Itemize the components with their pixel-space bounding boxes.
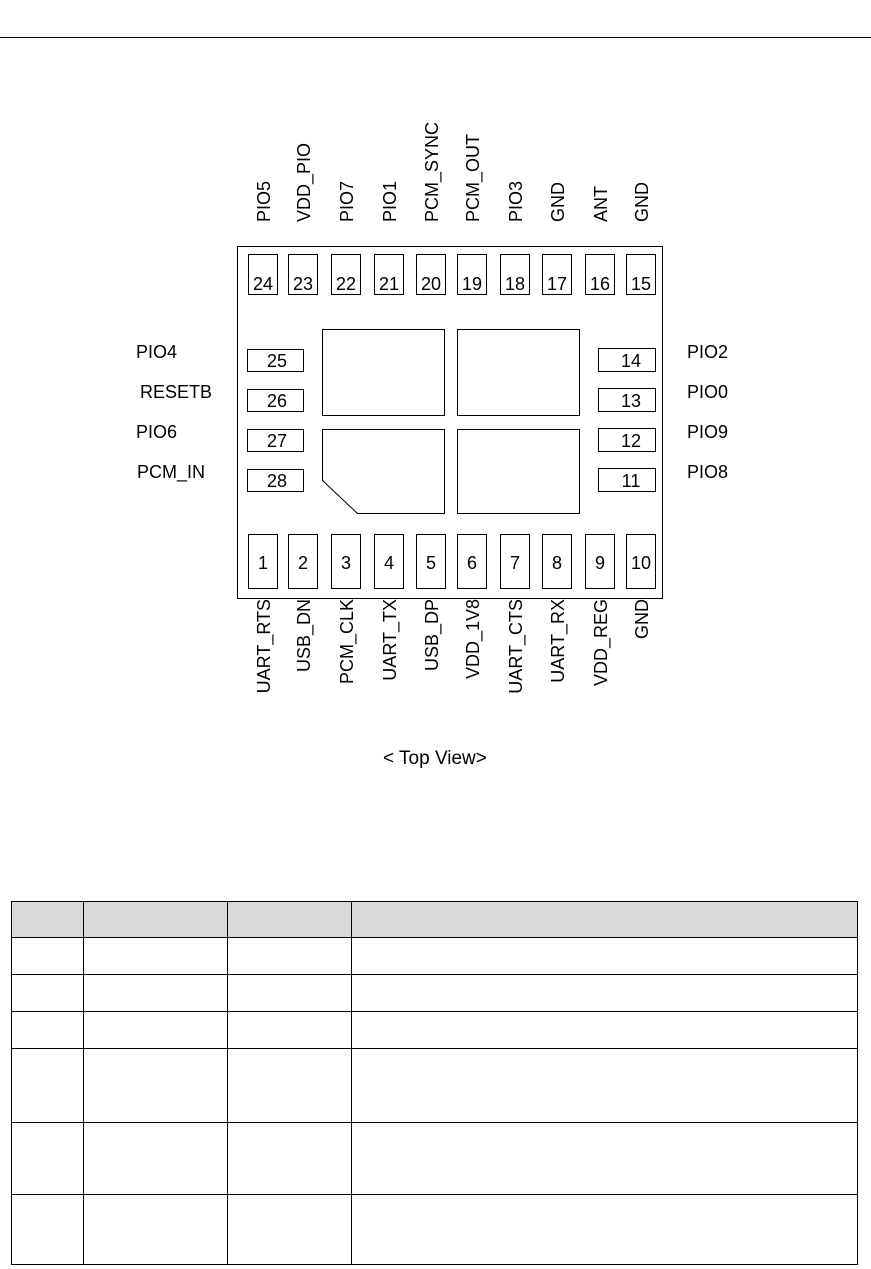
table-row [12,1049,858,1123]
table-row [12,1123,858,1195]
table-cell [12,1123,84,1195]
table-cell [352,1049,858,1123]
pin-name: PCM_SYNC [422,121,442,222]
table-cell [12,1012,84,1049]
table-cell [228,975,352,1012]
table-cell [352,1012,858,1049]
table-cell [84,975,228,1012]
header-cell [12,902,84,938]
pin-number: 22 [335,274,357,294]
pin-name: PIO7 [337,180,357,222]
ground-pad-bottom-left [323,430,445,514]
table-row [12,938,858,975]
pin-description-table [11,901,858,1265]
table-cell [352,938,858,975]
table-row [12,1195,858,1265]
pin-name: PIO4 [136,342,178,362]
pin-name: PCM_CLK [337,599,357,685]
table-cell [12,1195,84,1265]
pin-name: PIO3 [506,180,526,222]
pin-name: GND [632,182,652,222]
table-row [12,1012,858,1049]
pin-name: GND [548,182,568,222]
ground-pad-bottom-right [458,430,580,514]
table-cell [228,1049,352,1123]
pin-number: 1 [257,553,269,573]
pin-name: UART_RX [548,599,568,683]
table-row [12,975,858,1012]
table-cell [84,1012,228,1049]
pin-number: 18 [504,274,526,294]
pin-number: 28 [266,471,288,491]
pin-number: 17 [546,274,568,294]
pin-name: VDD_1V8 [463,599,483,680]
pin-number: 23 [292,274,314,294]
table-cell [352,975,858,1012]
header-cell [84,902,228,938]
pin-number: 9 [594,553,606,573]
pin-name: USB_DN [294,599,314,673]
pin-number: 2 [297,553,309,573]
pin-number: 11 [621,471,641,491]
pin-number: 4 [383,553,395,573]
pin-number: 24 [252,274,274,294]
diagram-caption: < Top View> [383,748,487,769]
table-cell [228,1123,352,1195]
header-cell [228,902,352,938]
pin-name: UART_CTS [506,599,526,694]
pin-name: PCM_OUT [463,133,483,222]
pin-name: RESETB [140,382,213,402]
ground-pad-top-left [323,330,445,416]
pin-number: 27 [266,431,288,451]
pin-number: 14 [620,351,642,371]
header-cell [352,902,858,938]
pin-number: 5 [425,553,437,573]
table-cell [84,1195,228,1265]
pin-number: 15 [630,274,652,294]
pin-number: 6 [466,553,478,573]
pin-number: 20 [420,274,442,294]
pin-number: 26 [266,391,288,411]
pin-name: UART_RTS [254,599,274,694]
pin-name: VDD_PIO [294,142,314,222]
pin-number: 3 [340,553,352,573]
pin-number: 25 [266,351,288,371]
ground-pad-top-right [458,330,580,416]
pin-number: 12 [620,431,642,451]
table-cell [352,1195,858,1265]
table-cell [12,938,84,975]
table-cell [12,1049,84,1123]
pin-name: PIO0 [687,382,729,402]
table-cell [12,975,84,1012]
table-cell [84,1123,228,1195]
pin-name: PIO1 [380,180,400,222]
pin-name: PIO6 [136,422,178,442]
table-header-row [12,902,858,938]
pin-number: 10 [630,553,652,573]
pin-number: 16 [589,274,611,294]
table-cell [228,938,352,975]
pin-number: 21 [378,274,400,294]
table-cell [84,1049,228,1123]
pin-name: GND [632,599,652,639]
table-cell [352,1123,858,1195]
pin-name: PIO5 [254,180,274,222]
pin-name: ANT [591,186,611,222]
module-outline [238,247,663,599]
pin-number: 8 [551,553,563,573]
pin-number: 7 [509,553,521,573]
table-cell [228,1012,352,1049]
table-cell [228,1195,352,1265]
pin-name: UART_TX [380,599,400,681]
pin-number: 19 [461,274,483,294]
pin-name: PIO2 [687,342,729,362]
pin-name: USB_DP [422,599,442,672]
pin-name: PCM_IN [137,462,206,482]
pin-number: 13 [620,391,642,411]
pin-name: PIO8 [687,462,729,482]
table-cell [84,938,228,975]
pin-name: VDD_REG [591,599,611,687]
pin-name: PIO9 [687,422,729,442]
